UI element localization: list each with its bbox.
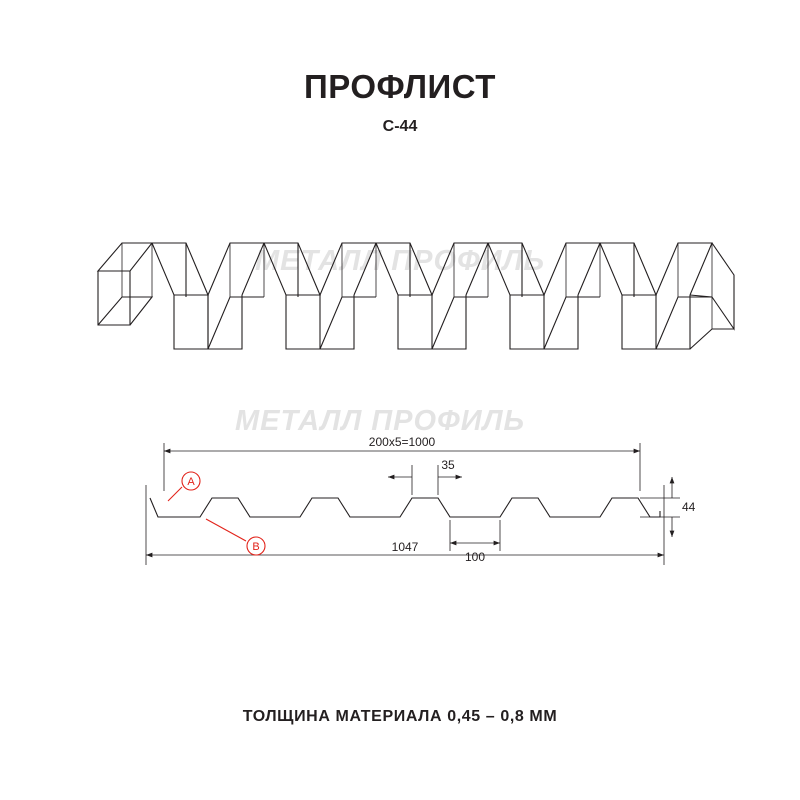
dim-overall-width: 1047 [391,540,419,554]
dim-height: 44 [682,500,696,514]
isometric-view [60,185,750,365]
callout-b-label: B [252,541,260,553]
watermark-text: МЕТАЛЛ ПРОФИЛЬ [255,245,546,277]
dim-crest-width: 35 [441,458,455,472]
dim-working-width: 200х5=1000 [368,435,436,449]
callout-a-label: A [187,476,195,488]
watermark-text-2: МЕТАЛЛ ПРОФИЛЬ [235,405,526,437]
dim-pitch: 100 [464,550,486,564]
section-view [120,425,696,600]
product-model: С-44 [382,118,418,135]
page-title: ПРОФЛИСТ [304,68,496,105]
material-thickness-note: ТОЛЩИНА МАТЕРИАЛА 0,45 – 0,8 ММ [242,708,558,725]
